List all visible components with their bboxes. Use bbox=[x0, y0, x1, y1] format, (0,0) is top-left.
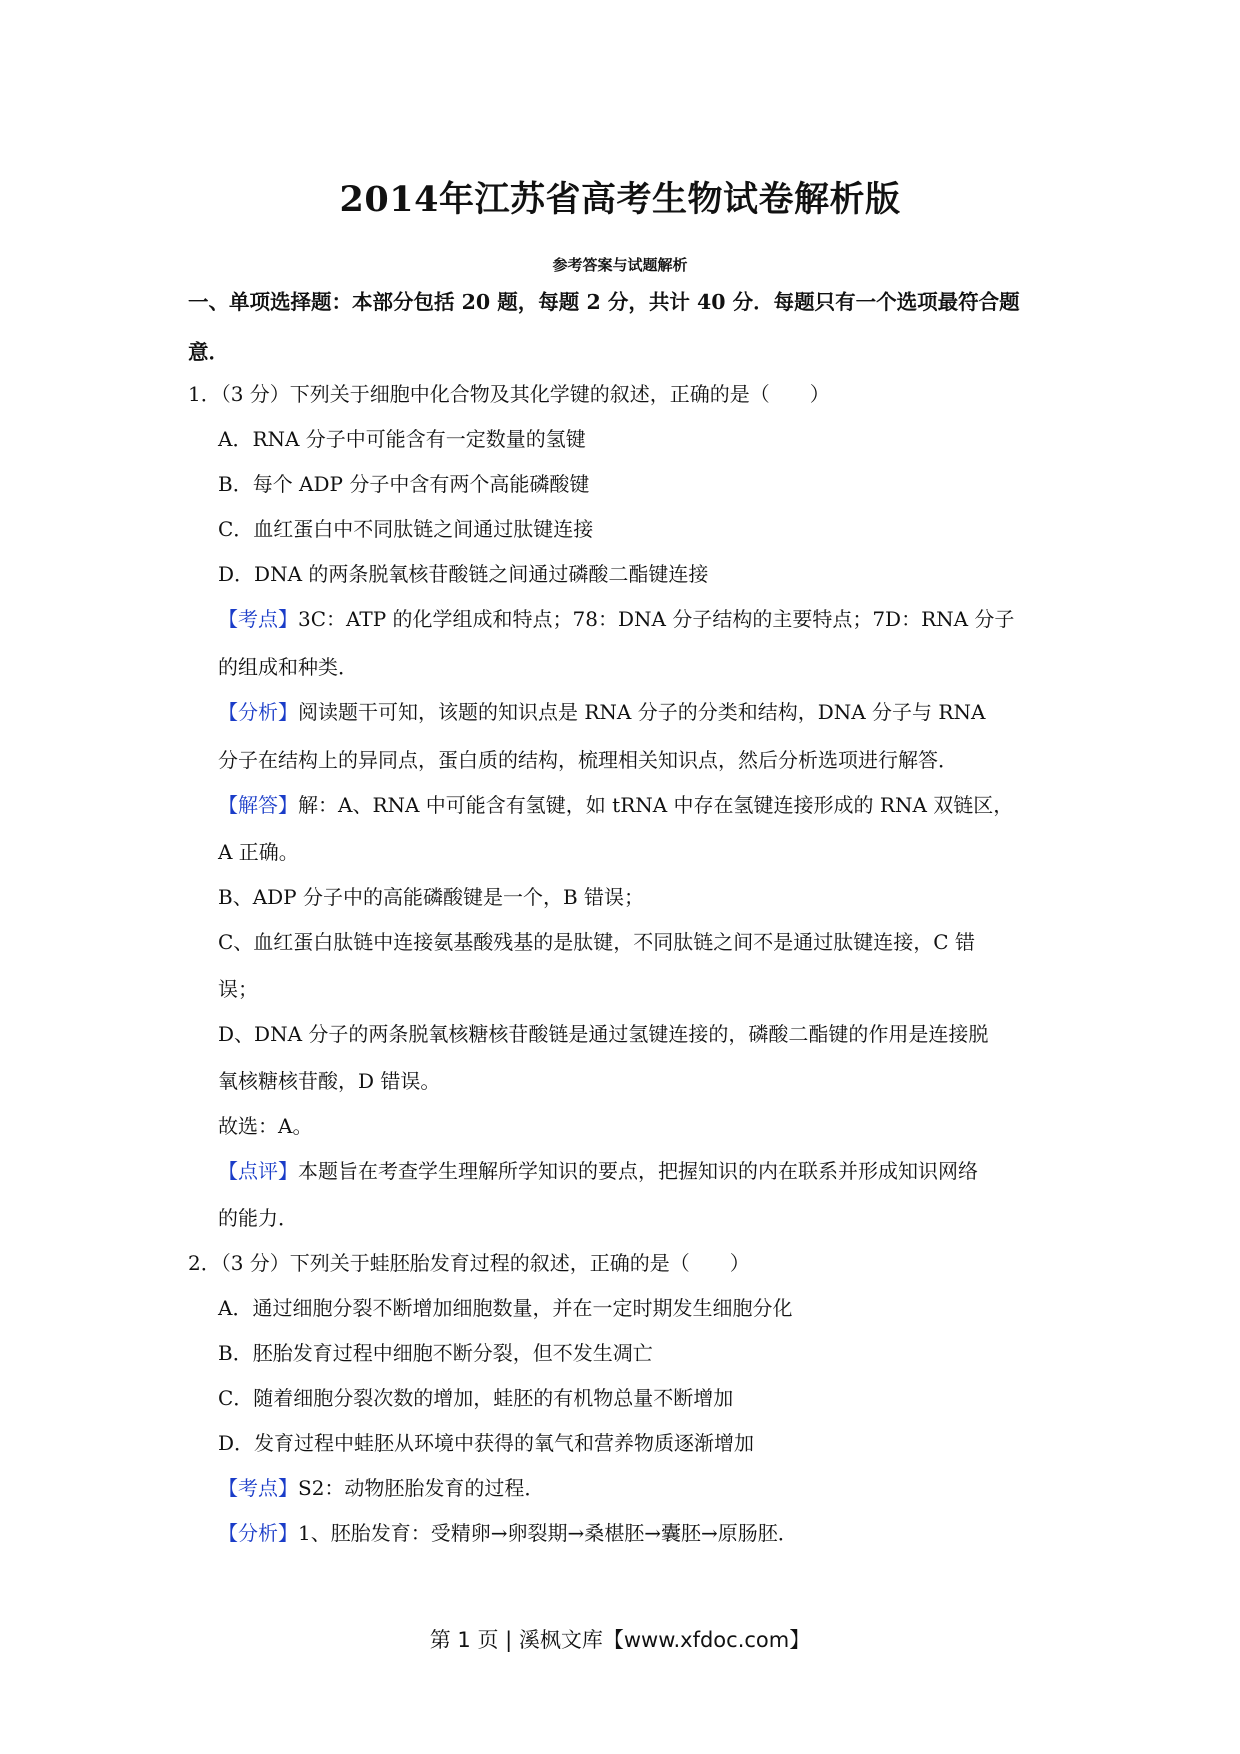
jieda-tag: 【解答】 bbox=[218, 793, 298, 817]
question-2-option-b: B．胚胎发育过程中细胞不断分裂，但不发生凋亡 bbox=[218, 1341, 653, 1365]
question-1-jieda-line-4: C、血红蛋白肽链中连接氨基酸残基的是肽键，不同肽链之间不是通过肽键连接，C 错 bbox=[218, 930, 975, 954]
page-subtitle: 参考答案与试题解析 bbox=[552, 256, 688, 274]
question-1-jieda bbox=[218, 793, 1013, 817]
question-1-jieda-line-6: D、DNA 分子的两条脱氧核糖核苷酸链是通过氢键连接的，磷酸二酯键的作用是连接脱 bbox=[218, 1022, 989, 1046]
dianping-text: 本题旨在考查学生理解所学知识的要点，把握知识的内在联系并形成知识网络 bbox=[298, 1159, 978, 1183]
fenxi-tag: 【分析】 bbox=[218, 700, 298, 724]
question-1-jieda-line-3: B、ADP 分子中的高能磷酸键是一个，B 错误； bbox=[218, 885, 645, 909]
page-footer: 第 1 页 | 溪枫文库【www.xfdoc.com】 bbox=[429, 1628, 811, 1652]
kaodian-tag: 【考点】 bbox=[218, 1476, 298, 1500]
question-1-jieda-line-2: A 正确。 bbox=[218, 840, 299, 864]
jieda-text: 解：A、RNA 中可能含有氢键，如 tRNA 中存在氢键连接形成的 RNA 双链区， bbox=[298, 793, 1014, 817]
question-2-fenxi bbox=[218, 1521, 798, 1545]
question-1-option-d: D．DNA 的两条脱氧核苷酸链之间通过磷酸二酯键连接 bbox=[218, 562, 709, 586]
question-1-option-c: C．血红蛋白中不同肽链之间通过肽键连接 bbox=[218, 517, 594, 541]
section-heading-line-2: 意． bbox=[188, 340, 229, 364]
question-1-option-a: A．RNA 分子中可能含有一定数量的氢键 bbox=[218, 427, 586, 451]
page-title: 2014年江苏省高考生物试卷解析版 bbox=[339, 179, 901, 220]
question-1-kaodian-cont: 的组成和种类． bbox=[218, 655, 358, 679]
question-1-fenxi bbox=[218, 700, 985, 724]
question-2-option-c: C．随着细胞分裂次数的增加，蛙胚的有机物总量不断增加 bbox=[218, 1386, 734, 1410]
question-2-option-a: A．通过细胞分裂不断增加细胞数量，并在一定时期发生细胞分化 bbox=[218, 1296, 793, 1320]
question-1-dianping-cont: 的能力． bbox=[218, 1206, 298, 1230]
fenxi-text: 阅读题干可知，该题的知识点是 RNA 分子的分类和结构，DNA 分子与 RNA bbox=[298, 700, 986, 724]
kaodian-tag: 【考点】 bbox=[218, 607, 298, 631]
question-1-kaodian bbox=[218, 607, 1014, 631]
kaodian-text: 3C：ATP 的化学组成和特点；78：DNA 分子结构的主要特点；7D：RNA 分子 bbox=[298, 607, 1015, 631]
question-1-option-b: B．每个 ADP 分子中含有两个高能磷酸键 bbox=[218, 472, 590, 496]
question-1-fenxi-cont: 分子在结构上的异同点，蛋白质的结构，梳理相关知识点，然后分析选项进行解答． bbox=[218, 748, 958, 772]
question-2-option-d: D．发育过程中蛙胚从环境中获得的氧气和营养物质逐渐增加 bbox=[218, 1431, 755, 1455]
question-1-jieda-line-5: 误； bbox=[218, 977, 258, 1001]
section-heading-line-1: 一、单项选择题：本部分包括 20 题，每题 2 分，共计 40 分．每题只有一个选项最符合题 bbox=[188, 290, 1020, 314]
question-2-kaodian bbox=[218, 1476, 544, 1500]
dianping-tag: 【点评】 bbox=[218, 1159, 298, 1183]
question-1-stem: 1．（3 分）下列关于细胞中化合物及其化学键的叙述，正确的是（ ） bbox=[188, 382, 830, 406]
question-2-stem: 2．（3 分）下列关于蛙胚胎发育过程的叙述，正确的是（ ） bbox=[188, 1251, 750, 1275]
kaodian-text: S2：动物胚胎发育的过程． bbox=[298, 1476, 545, 1500]
question-1-answer: 故选：A。 bbox=[218, 1114, 313, 1138]
fenxi-text: 1、胚胎发育：受精卵→卵裂期→桑椹胚→囊胚→原肠胚． bbox=[298, 1521, 798, 1545]
question-1-jieda-line-7: 氧核糖核苷酸，D 错误。 bbox=[218, 1069, 441, 1093]
fenxi-tag: 【分析】 bbox=[218, 1521, 298, 1545]
question-1-dianping bbox=[218, 1159, 978, 1183]
